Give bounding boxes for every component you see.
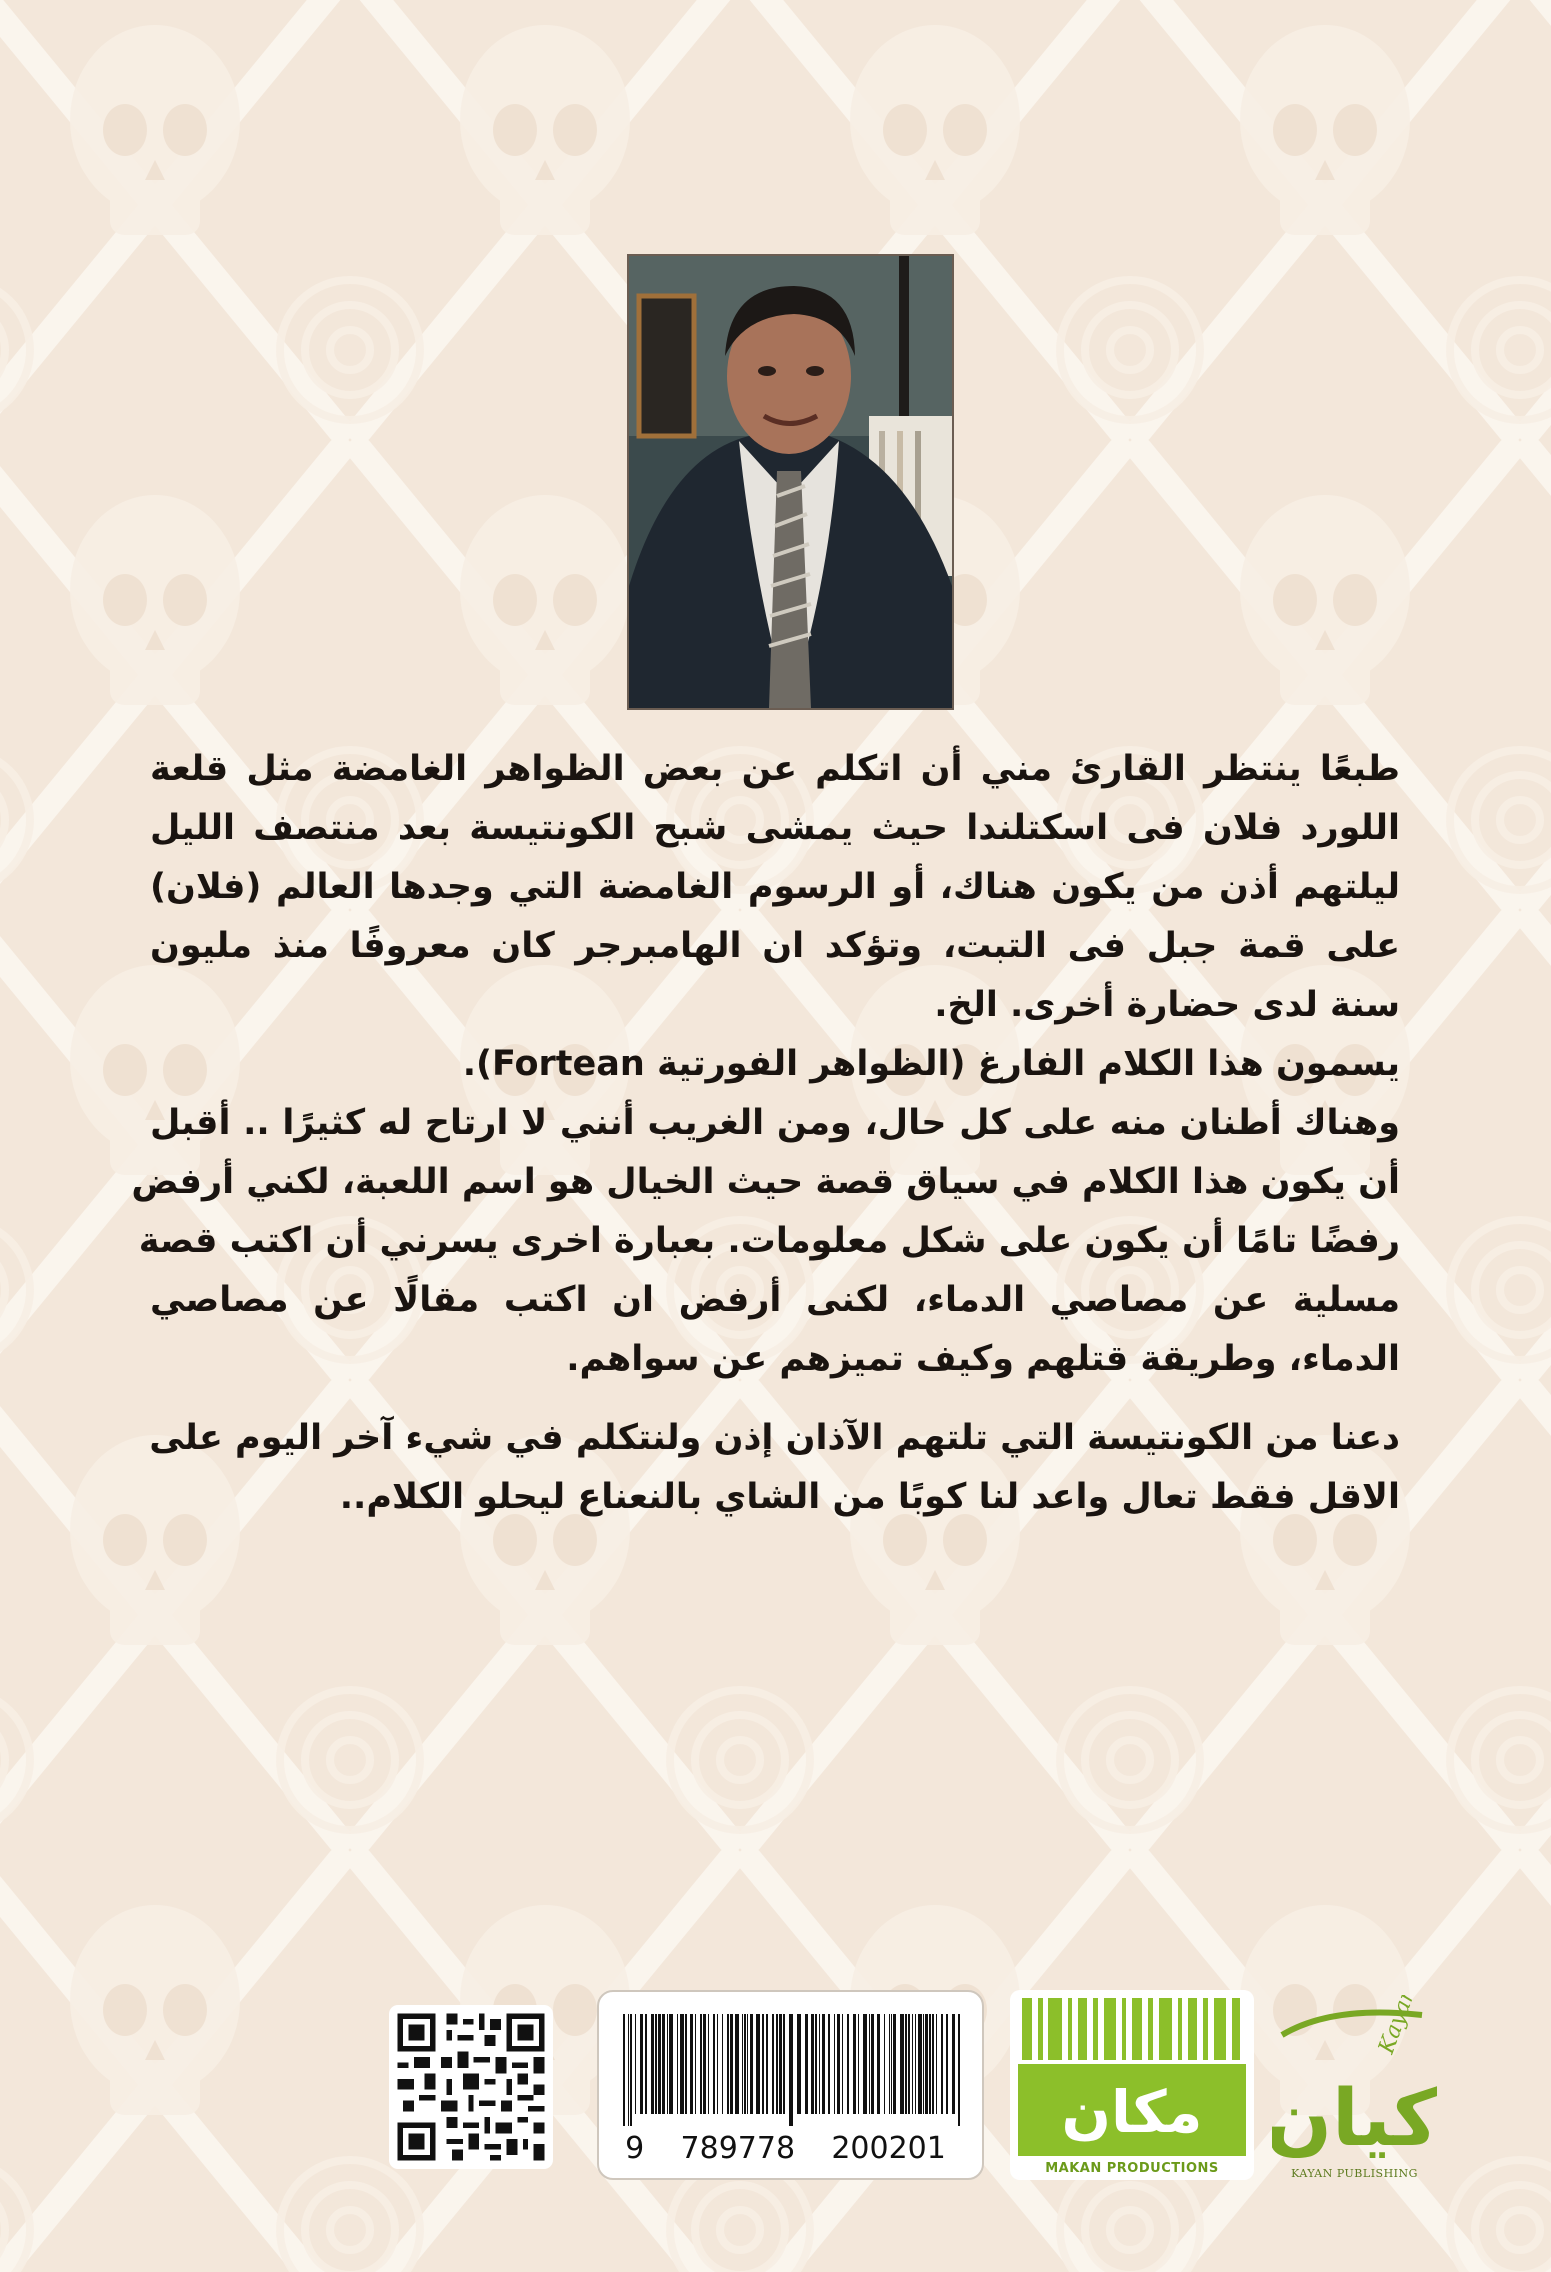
isbn-barcode xyxy=(597,1990,984,2180)
barcode-bar xyxy=(858,2014,859,2114)
barcode-bar xyxy=(750,2014,753,2114)
barcode-bar xyxy=(912,2014,913,2114)
barcode-bar xyxy=(722,2014,723,2114)
barcode-bar xyxy=(685,2014,687,2114)
barcode-bar xyxy=(877,2014,880,2114)
barcode-bar xyxy=(766,2014,768,2114)
barcode-bar xyxy=(822,2014,825,2114)
barcode-bar xyxy=(958,2014,960,2126)
barcode-bar xyxy=(811,2014,814,2114)
barcode-bar xyxy=(695,2014,696,2114)
barcode-bars xyxy=(609,2014,974,2126)
barcode-bar xyxy=(923,2014,924,2114)
barcode-bar xyxy=(797,2014,801,2114)
blurb-line: وهناك أطنان منه على كل حال، ومن الغريب أنني لا ارتاح له كثيرًا .. أقبل xyxy=(150,1103,1400,1143)
blurb-line: أن يكون هذا الكلام في سياق قصة حيث الخيال هو اسم اللعبة، لكني أرفض xyxy=(131,1162,1400,1202)
barcode-bar xyxy=(918,2014,922,2114)
barcode-bar xyxy=(628,2014,629,2126)
barcode-bar xyxy=(658,2014,661,2114)
barcode-bar xyxy=(905,2014,907,2114)
barcode-bar xyxy=(952,2014,955,2114)
barcode-bar xyxy=(789,2014,793,2126)
barcode-bar xyxy=(837,2014,840,2114)
blurb-line: رفضًا تامًا أن يكون على شكل معلومات. بعبارة اخرى يسرني أن اكتب قصة xyxy=(138,1221,1400,1261)
barcode-bar xyxy=(891,2014,892,2114)
barcode-bar xyxy=(669,2014,673,2114)
isbn-digits xyxy=(599,2131,982,2166)
kayan-logo-text: كيان xyxy=(1272,2074,1437,2163)
barcode-bar xyxy=(635,2014,636,2114)
blurb-line: سنة لدى حضارة أخرى. الخ. xyxy=(934,985,1400,1025)
barcode-bar xyxy=(842,2014,843,2114)
kayan-script-text: Kayan xyxy=(1374,1995,1422,2058)
barcode-bar xyxy=(889,2014,890,2114)
barcode-bar xyxy=(834,2014,835,2114)
barcode-bar xyxy=(783,2014,785,2114)
barcode-bar xyxy=(779,2014,782,2114)
blurb-line: الدماء، وطريقة قتلهم وكيف تميزهم عن سواهم. xyxy=(566,1339,1400,1379)
barcode-bar xyxy=(776,2014,778,2114)
barcode-bar xyxy=(819,2014,820,2114)
barcode-bar xyxy=(946,2014,948,2114)
barcode-bar xyxy=(871,2014,874,2114)
isbn-group-1: 789778 xyxy=(680,2131,796,2166)
barcode-bar xyxy=(869,2014,870,2114)
barcode-bar xyxy=(727,2014,729,2114)
barcode-bar xyxy=(713,2014,715,2114)
barcode-bar xyxy=(908,2014,910,2114)
barcode-bar xyxy=(645,2014,647,2114)
barcode-bar xyxy=(863,2014,867,2114)
barcode-bar xyxy=(640,2014,643,2114)
blurb-line: مسلية عن مصاصي الدماء، لكنى أرفض ان اكتب مقالًا عن مصاصي xyxy=(150,1280,1400,1320)
barcode-bar xyxy=(655,2014,657,2114)
barcode-bar xyxy=(805,2014,808,2114)
barcode-bar xyxy=(742,2014,743,2114)
isbn-group-2: 200201 xyxy=(831,2131,946,2166)
barcode-bar xyxy=(747,2014,748,2114)
barcode-bar xyxy=(680,2014,684,2114)
barcode-bar xyxy=(847,2014,849,2114)
barcode-bar xyxy=(717,2014,718,2114)
barcode-bar xyxy=(929,2014,931,2114)
blurb-line: دعنا من الكونتيسة التي تلتهم الآذان إذن ولنتكلم في شيء آخر اليوم على xyxy=(149,1418,1400,1458)
barcode-bar xyxy=(700,2014,702,2114)
makan-productions-logo xyxy=(1010,1990,1254,2180)
isbn-prefix: 9 xyxy=(625,2131,645,2166)
barcode-bar xyxy=(744,2014,746,2114)
barcode-bar xyxy=(772,2014,774,2114)
barcode-bar xyxy=(815,2014,817,2114)
barcode-bar xyxy=(925,2014,928,2114)
barcode-bar xyxy=(690,2014,693,2114)
barcode-bar xyxy=(936,2014,937,2114)
barcode-bar xyxy=(735,2014,739,2114)
blurb-line: اللورد فلان فى اسكتلندا حيث يمشى شبح الكونتيسة بعد منتصف الليل xyxy=(150,808,1400,848)
blurb-line: طبعًا ينتظر القارئ مني أن اتكلم عن بعض الظواهر الغامضة مثل قلعة xyxy=(150,749,1400,789)
kayan-publishing-logo xyxy=(1272,1995,1437,2180)
barcode-bar xyxy=(893,2014,896,2114)
barcode-bar xyxy=(703,2014,706,2114)
barcode-bar xyxy=(884,2014,885,2114)
barcode-bar xyxy=(853,2014,856,2114)
barcode-bar xyxy=(828,2014,830,2114)
barcode-bar xyxy=(900,2014,904,2114)
author-photo xyxy=(627,254,954,710)
barcode-bar xyxy=(915,2014,916,2114)
barcode-bar xyxy=(762,2014,764,2114)
fortean-line: يسمون هذا الكلام الفارغ (الظواهر الفورتية Fortean). xyxy=(462,1044,1400,1084)
barcode-bar xyxy=(651,2014,654,2114)
barcode-bar xyxy=(756,2014,760,2114)
makan-caption: MAKAN PRODUCTIONS xyxy=(1045,2161,1219,2176)
barcode-bar xyxy=(932,2014,934,2114)
blurb-line: الاقل فقط تعال واعد لنا كوبًا من الشاي بالنعناع ليحلو الكلام.. xyxy=(339,1477,1400,1517)
kayan-caption: KAYAN PUBLISHING xyxy=(1291,2167,1418,2180)
qr-code-icon xyxy=(392,2008,550,2166)
blurb-line: ليلتهم أذن من يكون هناك، أو الرسوم الغامضة التي وجدها العالم (فلان) xyxy=(150,867,1400,907)
makan-logo-text: مكان xyxy=(1061,2078,1203,2146)
barcode-bar xyxy=(667,2014,668,2114)
barcode-bar xyxy=(630,2014,632,2126)
barcode-bar xyxy=(662,2014,665,2114)
barcode-bar xyxy=(730,2014,733,2114)
barcode-bar xyxy=(677,2014,678,2114)
barcode-bar xyxy=(708,2014,709,2114)
barcode-bar xyxy=(941,2014,943,2114)
back-cover-blurb xyxy=(131,740,1400,1527)
blurb-line: على قمة جبل فى التبت، وتؤكد ان الهامبرجر كان معروفًا منذ مليون xyxy=(150,926,1400,966)
barcode-bar xyxy=(623,2014,625,2126)
